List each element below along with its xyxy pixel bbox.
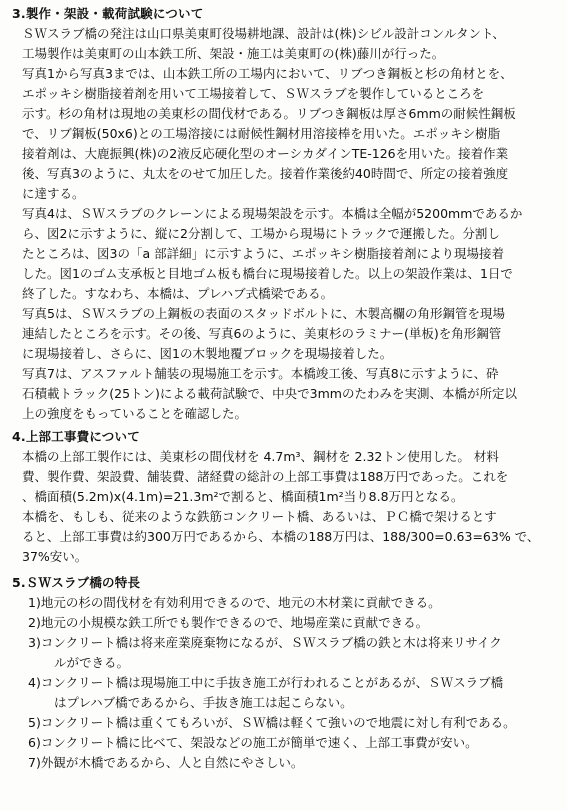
body-line: ＳＷスラブ橋の発注は山口県美東町役場耕地課、設計は(株)シビル設計コンルタント、 (22, 26, 505, 41)
body-line: 接着剤は、大鹿振興(株)の2液反応硬化型のオーシカダインTE-126を用いた。接着作業 (22, 146, 509, 161)
section-4-body (12, 447, 557, 567)
list-item-continuation: はプレハブ橋であるから、手抜き施工は起こらない。 (54, 695, 353, 710)
body-line: 石積載トラック(25トン)による載荷試験で、中央で3mmのたわみを実測、本橋が所定以 (22, 386, 517, 401)
body-line: で、リブ鋼板(50x6)との工場溶接には耐候性鋼材用溶接棒を用いた。エポッキシ樹脂 (22, 126, 501, 141)
section-3-body (12, 24, 557, 424)
body-line: たところは、図3の「a 部詳細」に示すように、エポッキシ樹脂接着剤により現場接着 (22, 246, 504, 261)
body-line: エポッキシ樹脂接着剤を用いて工場接着して、ＳＷスラブを製作しているところを (22, 86, 485, 101)
body-line: 後、写真3のように、丸太をのせて加圧した。接着作業後約40時間で、所定の接着強度 (22, 166, 509, 181)
section-3-heading: 3.製作・架設・載荷試験について (12, 6, 204, 21)
body-line: 上の強度をもっていることを確認した。 (22, 406, 248, 421)
body-line: 工場製作は美東町の山本鉄工所、架設・施工は美東町の(株)藤川が行った。 (22, 46, 445, 61)
list-item: 5)コンクリート橋は重くてもろいが、ＳＷ橋は軽くて強いので地震に対し有利である。 (28, 715, 516, 730)
body-line: に現場接着し、さらに、図1の木製地覆ブロックを現場接着した。 (22, 346, 393, 361)
section-5-list (12, 593, 557, 773)
body-line: に達する。 (22, 186, 85, 201)
body-line: ら、図2に示すように、縦に2分割して、工場から現場にトラックで運搬した。分割し (22, 226, 500, 241)
list-item: 2)地元の小規模な鉄工所でも製作できるので、地場産業に貢献できる。 (28, 615, 429, 630)
body-line: 終了した。すなわち、本橋は、プレハブ式橋梁である。 (22, 286, 334, 301)
body-line: 写真1から写真3までは、山本鉄工所の工場内において、リブつき鋼板と杉の角材とを、 (22, 66, 513, 81)
body-line: ると、上部工事費は約300万円であるから、本橋の188万円は、188/300=0.63=63% で、 (22, 529, 540, 544)
list-item: 6)コンクリート橋に比べて、架設などの施工が簡単で速く、上部工事費が安い。 (28, 735, 478, 750)
list-item: 3)コンクリート橋は将来産業廃棄物になるが、ＳＷスラブ橋の鉄と木は将来リサイク (28, 635, 502, 650)
section-5-heading: 5.ＳＷスラブ橋の特長 (12, 575, 141, 590)
list-item-continuation: ルができる。 (54, 655, 130, 670)
body-line: 写真4は、ＳＷスラブのクレーンによる現場架設を示す。本橋は全幅が5200mmであるか (22, 206, 523, 221)
body-line: 示す。杉の角材は現地の美東杉の間伐材である。リブつき鋼板は厚さ6mmの耐候性鋼板 (22, 106, 516, 121)
body-line: 写真7は、アスファルト舗装の現場施工を示す。本橋竣工後、写真8に示すように、砕 (22, 366, 499, 381)
body-line: 本橋を、もしも、従来のような鉄筋コンクリート橋、あるいは、ＰＣ橋で架けるとす (22, 509, 497, 524)
body-line: 費、製作費、架設費、舗装費、諸経費の総計の上部工事費は188万円であった。これを (22, 469, 509, 484)
body-line: 、橋面積(5.2m)x(4.1m)=21.3m²で割ると、橋面積1m²当り8.8万円となる。 (22, 489, 464, 504)
list-item: 7)外観が木橋であるから、人と自然にやさしい。 (28, 755, 304, 770)
body-line: 本橋の上部工製作には、美東杉の間伐材を 4.7m³、鋼材を 2.32トン使用した。 材料 (22, 449, 499, 464)
body-line: 37%安い。 (22, 549, 88, 564)
list-item: 1)地元の杉の間伐材を有効利用できるので、地元の木材業に貢献できる。 (28, 595, 441, 610)
list-item: 4)コンクリート橋は現場施工中に手抜き施工が行われることがあるが、ＳＷスラブ橋 (28, 675, 504, 690)
body-line: した。図1のゴム支承板と目地ゴム板も橋台に現場接着した。以上の架設作業は、1日で (22, 266, 513, 281)
body-line: 写真5は、ＳＷスラブの上鋼板の表面のスタッドボルトに、木製高欄の角形鋼管を現場 (22, 306, 505, 321)
body-line: 連結したところを示す。その後、写真6のように、美東杉のラミナー(単板)を角形鋼管 (22, 326, 502, 341)
section-4-heading: 4.上部工事費について (12, 429, 140, 444)
